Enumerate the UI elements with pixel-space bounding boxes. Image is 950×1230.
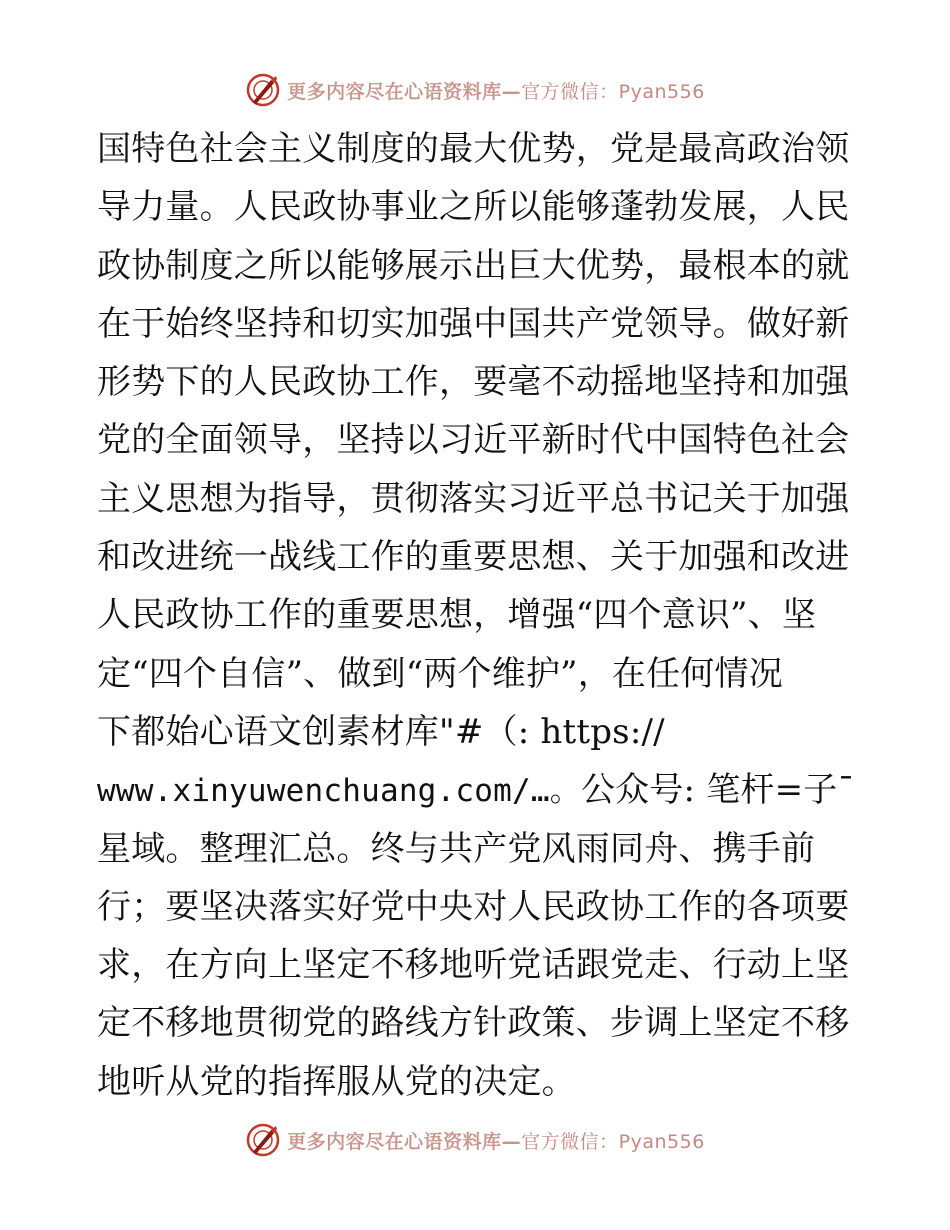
document-body [97,120,857,1111]
wechat-account-text: 公众号: 笔杆=子¯ [580,770,855,811]
text-line: 国特色社会主义制度的最大优势，党是最高政治领 [97,129,850,169]
text-line: 下都始心语文创素材库"#（: https:// [97,711,665,752]
header-wechat-id: 官方微信：Pyan556 [521,80,705,103]
text-line: 在于始终坚持和切实加强中国共产党领导。做好新 [97,303,850,344]
text-line: 定“四个自信”、做到“两个维护”，在任何情况 [97,653,783,694]
text-line: 地听从党的指挥服从党的决定。 [97,1061,576,1102]
text-line: 和改进统一战线工作的重要思想、关于加强和改进 [97,537,850,578]
text-line: 求，在方向上坚定不移地听党话跟党走、行动上坚 [97,945,850,986]
source-url: www.xinyuwenchuang.com/…。 [97,773,581,810]
url-line [97,761,857,819]
footer-brand-name: 更多内容尽在心语资料库— [287,1130,522,1153]
text-line: 党的全面领导，坚持以习近平新时代中国特色社会 [97,420,850,461]
text-line: 行；要坚决落实好党中央对人民政协工作的各项要 [97,886,850,927]
quill-seal-icon [245,1122,281,1158]
footer-wechat-id: 官方微信：Pyan556 [521,1130,705,1153]
text-line: 形势下的人民政协工作，要毫不动摇地坚持和加强 [97,362,850,403]
quill-seal-icon [245,72,281,108]
text-line: 主义思想为指导，贯彻落实习近平总书记关于加强 [97,478,850,519]
text-line: 定不移地贯彻党的路线方针政策、步调上坚定不移 [97,1003,850,1044]
header-watermark [0,70,950,110]
text-line: 人民政协工作的重要思想，增强“四个意识”、坚 [97,595,817,636]
text-line: 政协制度之所以能够展示出巨大优势，最根本的就 [97,245,850,286]
footer-watermark [0,1120,950,1160]
footer-brand-text [287,1127,705,1154]
text-line: 星域。整理汇总。终与共产党风雨同舟、携手前 [97,828,816,869]
header-brand-text [287,77,705,104]
text-line: 导力量。人民政协事业之所以能够蓬勃发展，人民 [97,187,850,228]
header-brand-name: 更多内容尽在心语资料库— [287,80,522,103]
